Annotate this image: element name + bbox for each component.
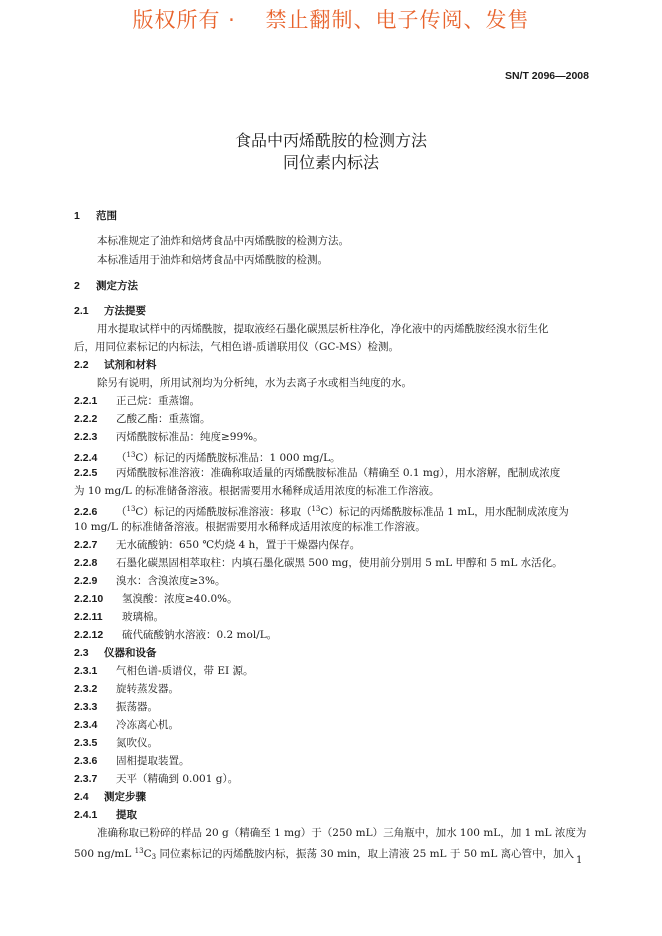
item-text: 氢溴酸：浓度≥40.0%。 <box>122 593 238 605</box>
list-item <box>74 592 592 606</box>
list-item <box>74 538 592 552</box>
item-text: C）标记的丙烯酰胺标准品 1 mL，用水配制成浓度为 <box>320 506 569 518</box>
section-title: 测定步骤 <box>104 791 146 803</box>
item-number: 2.3.1 <box>74 665 98 677</box>
list-item <box>74 682 592 696</box>
section-title: 测定方法 <box>96 280 138 292</box>
item-text: 天平（精确到 0.001 g）。 <box>116 773 239 785</box>
list-item <box>74 502 592 519</box>
subsection-heading <box>74 808 592 822</box>
document-title: 食品中丙烯酰胺的检测方法 <box>234 131 427 150</box>
isotope-superscript: 13 <box>126 451 136 459</box>
list-item <box>74 628 592 642</box>
section-title: 提取 <box>116 809 137 821</box>
section-number: 2.1 <box>74 305 89 317</box>
section-number: 2 <box>74 280 80 292</box>
item-number: 2.3.3 <box>74 701 98 713</box>
item-text: 丙烯酰胺标准溶液：准确称取适量的丙烯酰胺标准品（精确至 0.1 mg），用水溶解，配制成浓度 <box>116 467 561 479</box>
list-item <box>74 448 592 465</box>
item-text: C）标记的丙烯酰胺标准品：1 000 mg/L。 <box>135 452 341 464</box>
item-text: 石墨化碳黑固相萃取柱：内填石墨化碳黑 500 mg，使用前分别用 5 mL 甲醇和 5 mL 水活化。 <box>116 557 563 569</box>
item-text: C）标记的丙烯酰胺标准溶液：移取（ <box>135 506 312 518</box>
item-text: 冷冻离心机。 <box>116 719 179 731</box>
text-run: 500 ng/mL <box>74 848 135 860</box>
section-number: 2.4.1 <box>74 809 98 821</box>
paragraph: 本标准规定了油炸和焙烤食品中丙烯酰胺的检测方法。 <box>97 235 349 247</box>
isotope-superscript: 13 <box>311 505 321 513</box>
subsection-heading <box>74 646 592 660</box>
list-item <box>74 610 592 624</box>
paragraph: 10 mg/L 的标准储备溶液。根据需要用水稀释成适用浓度的标准工作溶液。 <box>74 521 426 533</box>
list-item <box>74 664 592 678</box>
item-number: 2.2.11 <box>74 611 103 623</box>
section-heading <box>74 279 592 293</box>
item-text: 气相色谱-质谱仪，带 EI 源。 <box>116 665 254 677</box>
standard-code: SN/T 2096—2008 <box>504 70 589 82</box>
list-item <box>74 718 592 732</box>
item-number: 2.2.8 <box>74 557 98 569</box>
paragraph: 本标准适用于油炸和焙烤食品中丙烯酰胺的检测。 <box>97 254 328 266</box>
item-number: 2.3.2 <box>74 683 98 695</box>
item-text: 无水硫酸钠：650 ℃灼烧 4 h，置于干燥器内保存。 <box>116 539 361 551</box>
item-text: 振荡器。 <box>116 701 158 713</box>
paragraph <box>74 844 592 864</box>
item-number: 2.2.5 <box>74 467 98 479</box>
subsection-heading <box>74 304 592 318</box>
section-title: 试剂和材料 <box>104 359 157 371</box>
page-number: 1 <box>576 855 583 866</box>
section-number: 2.3 <box>74 647 89 659</box>
isotope-superscript: 13 <box>134 847 144 855</box>
section-number: 2.4 <box>74 791 89 803</box>
copyright-watermark: 版权所有 · 禁止翻制、电子传阅、发售 <box>132 8 530 32</box>
item-number: 2.2.7 <box>74 539 98 551</box>
list-item <box>74 466 592 480</box>
list-item <box>74 430 592 444</box>
section-title: 仪器和设备 <box>104 647 157 659</box>
item-number: 2.2.12 <box>74 629 104 641</box>
item-number: 2.2.3 <box>74 431 98 443</box>
item-text: （ <box>116 506 127 518</box>
section-number: 1 <box>74 210 80 222</box>
list-item <box>74 772 592 786</box>
paragraph: 用水提取试样中的丙烯酰胺，提取液经石墨化碳黑层析柱净化，净化液中的丙烯酰胺经溴水衍生化 <box>97 323 549 335</box>
paragraph: 准确称取已粉碎的样品 20 g（精确至 1 mg）于（250 mL）三角瓶中，加水 100 mL，加 1 mL 浓度为 <box>97 827 587 839</box>
item-text: 旋转蒸发器。 <box>116 683 179 695</box>
item-text: 乙酸乙酯：重蒸馏。 <box>116 413 211 425</box>
list-item <box>74 700 592 714</box>
item-text: 固相提取装置。 <box>116 755 190 767</box>
item-text: 氮吹仪。 <box>116 737 158 749</box>
section-number: 2.2 <box>74 359 89 371</box>
section-heading <box>74 209 592 223</box>
list-item <box>74 736 592 750</box>
carbon-subscript: 3 <box>151 853 157 861</box>
item-number: 2.2.6 <box>74 506 98 518</box>
item-text: （ <box>116 452 127 464</box>
item-number: 2.2.1 <box>74 395 98 407</box>
paragraph: 除另有说明，所用试剂均为分析纯，水为去离子水或相当纯度的水。 <box>97 377 412 389</box>
text-run: C <box>143 848 152 860</box>
item-number: 2.2.2 <box>74 413 98 425</box>
item-number: 2.3.4 <box>74 719 98 731</box>
item-number: 2.2.4 <box>74 452 98 464</box>
item-text: 丙烯酰胺标准品：纯度≥99%。 <box>116 431 264 443</box>
paragraph: 为 10 mg/L 的标准储备溶液。根据需要用水稀释成适用浓度的标准工作溶液。 <box>74 485 440 497</box>
item-text: 玻璃棉。 <box>122 611 164 623</box>
item-text: 正己烷：重蒸馏。 <box>116 395 200 407</box>
paragraph: 后，用同位素标记的内标法，气相色谱-质谱联用仪（GC-MS）检测。 <box>74 341 399 353</box>
item-number: 2.3.5 <box>74 737 98 749</box>
item-text: 硫代硫酸钠水溶液：0.2 mol/L。 <box>122 629 278 641</box>
list-item <box>74 754 592 768</box>
list-item <box>74 394 592 408</box>
item-number: 2.2.9 <box>74 575 98 587</box>
subsection-heading <box>74 358 592 372</box>
list-item <box>74 574 592 588</box>
list-item <box>74 556 592 570</box>
item-number: 2.2.10 <box>74 593 104 605</box>
item-number: 2.3.7 <box>74 773 98 785</box>
section-title: 范围 <box>96 210 117 222</box>
section-title: 方法提要 <box>104 305 146 317</box>
subsection-heading <box>74 790 592 804</box>
item-text: 溴水：含溴浓度≥3%。 <box>116 575 226 587</box>
text-run: 同位素标记的丙烯酰胺内标，振荡 30 min，取上清液 25 mL 于 50 mL 离心管中，加入 <box>156 848 575 860</box>
item-number: 2.3.6 <box>74 755 98 767</box>
list-item <box>74 412 592 426</box>
document-subtitle: 同位素内标法 <box>282 153 379 172</box>
isotope-superscript: 13 <box>126 505 136 513</box>
